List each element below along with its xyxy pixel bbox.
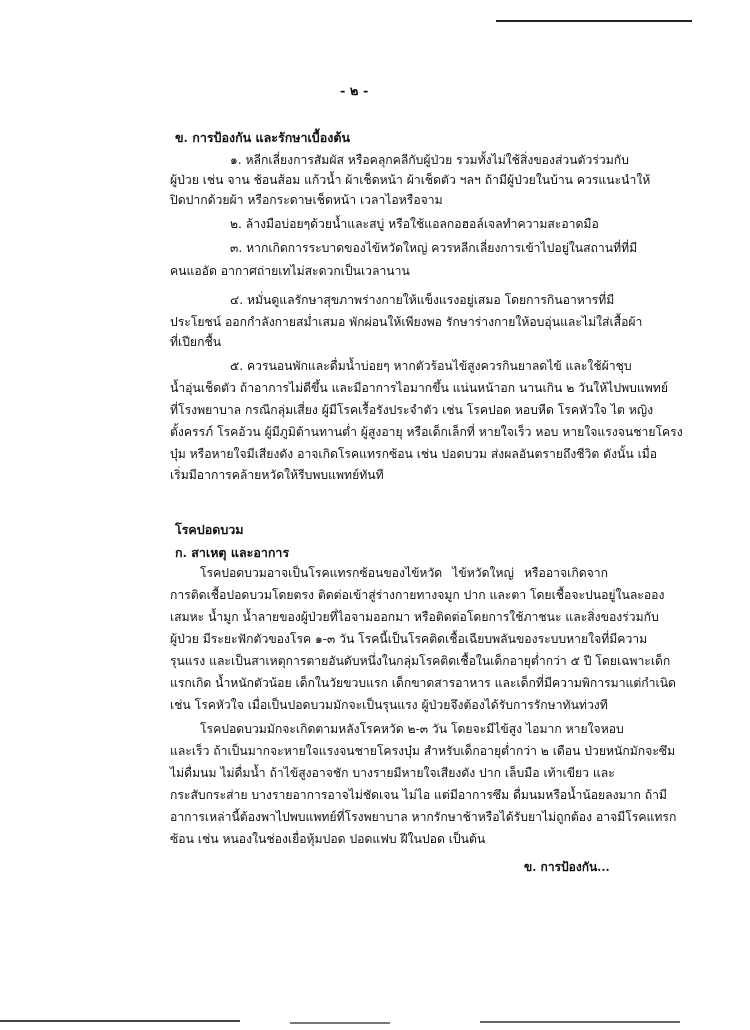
top-rule-line [496, 20, 692, 22]
item-3-line: คนแออัด อากาศถ่ายเทไม่สะดวกเป็นเวลานาน [170, 264, 410, 278]
paragraph-line: และเร็ว ถ้าเป็นมากจะหายใจแรงจนชายโครงบุ๋ม สำหรับเด็กอายุต่ำกว่า ๒ เดือน ป่วยหนักมักจะซึม [170, 744, 676, 758]
item-2-line: ๒. ล้างมือบ่อยๆด้วยน้ำและสบู่ หรือใช้แอลกอฮอล์เจลทำความสะอาดมือ [230, 217, 599, 231]
item-5-line: ตั้งครรภ์ โรคอ้วน ผู้มีภูมิต้านทานต่ำ ผู้สูงอายุ หรือเด็กเล็กที่ หายใจเร็ว หอบ หายใจแรงจนชายโครง [170, 425, 683, 439]
paragraph-line: เสมหะ น้ำมูก น้ำลายของผู้ป่วยที่ไอจามออกมา หรือติดต่อโดยการใช้ภาชนะ และสิ่งของร่วมกับ [170, 610, 659, 624]
item-4-line: ๔. หมั่นดูแลรักษาสุขภาพร่างกายให้แข็งแรงอยู่เสมอ โดยการกินอาหารที่มี [230, 293, 615, 307]
item-5-line: น้ำอุ่นเช็ดตัว ถ้าอาการไม่ดีขึ้น และมีอาการไอมากขึ้น แน่นหน้าอก นานเกิน ๒ วันให้ไปพบแพทย์ [170, 381, 668, 395]
item-3-line: ๓. หากเกิดการระบาดของไข้หวัดใหญ่ ควรหลีกเลี่ยงการเข้าไปอยู่ในสถานที่ที่มี [230, 241, 638, 255]
paragraph-line: กระสับกระส่าย บางรายอาการอาจไม่ชัดเจน ไม่ไอ แต่มีอาการซึม ดื่มนมหรือน้ำน้อยลงมาก ถ้ามี [170, 788, 667, 802]
section-heading: ข. การป้องกัน และรักษาเบื้องต้น [175, 130, 351, 145]
paragraph-line: การติดเชื้อปอดบวมโดยตรง ติดต่อเข้าสู่ร่างกายทางจมูก ปาก และตา โดยเชื้อจะปนอยู่ในละออง [170, 588, 665, 602]
paragraph-line: ผู้ป่วย มีระยะฟักตัวของโรค ๑-๓ วัน โรคนี้เป็นโรคติดเชื้อเฉียบพลันของระบบหายใจที่มีความ [170, 632, 648, 646]
item-1-line: ๑. หลีกเลี่ยงการสัมผัส หรือคลุกคลีกับผู้ป่วย รวมทั้งไม่ใช้สิ่งของส่วนตัวร่วมกับ [230, 153, 629, 167]
paragraph-line: รุนแรง และเป็นสาเหตุการตายอันดับหนึ่งในกลุ่มโรคติดเชื้อในเด็กอายุต่ำกว่า ๕ ปี โดยเฉพาะเด็ก [170, 654, 671, 668]
item-4-line: ที่เปียกชื้น [170, 335, 222, 349]
pneumonia-subheading: ก. สาเหตุ และอาการ [175, 545, 290, 560]
paragraph-line: แรกเกิด น้ำหนักตัวน้อย เด็กในวัยขวบแรก เด็กขาดสารอาหาร และเด็กที่มีความพิการมาแต่กำเนิด [170, 676, 676, 690]
bottom-edge-mark [290, 1022, 390, 1024]
pneumonia-heading: โรคปอดบวม [175, 522, 244, 537]
paragraph-line: ไม่ดื่มนม ไม่ดื่มน้ำ ถ้าไข้สูงอาจชัก บางรายมีหายใจเสียงดัง ปาก เล็บมือ เท้าเขียว และ [170, 766, 615, 780]
paragraph-line: ซ้อน เช่น หนองในช่องเยื่อหุ้มปอด ปอดแฟบ ฝีในปอด เป็นต้น [170, 832, 486, 846]
bottom-edge-mark [480, 1021, 680, 1023]
item-5-line: บุ๋ม หรือหายใจมีเสียงดัง อาจเกิดโรคแทรกซ้อน เช่น ปอดบวม ส่งผลอันตรายถึงชีวิต ดังนั้น เมื่อ [170, 447, 658, 461]
paragraph-line: โรคปอดบวมอาจเป็นโรคแทรกซ้อนของไข้หวัด ไข้หวัดใหญ่ หรืออาจเกิดจาก [200, 566, 608, 580]
item-5-line: เริ่มมีอาการคล้ายหวัดให้รีบพบแพทย์ทันที [170, 468, 384, 482]
paragraph-line: โรคปอดบวมมักจะเกิดตามหลังโรคหวัด ๒-๓ วัน โดยจะมีไข้สูง ไอมาก หายใจหอบ [200, 722, 624, 736]
page-number: - ๒ - [340, 84, 369, 99]
paragraph-line: อาการเหล่านี้ต้องพาไปพบแพทย์ที่โรงพยาบาล หากรักษาช้าหรือได้รับยาไม่ถูกต้อง อาจมีโรคแทรก [170, 810, 677, 824]
item-1-line: ผู้ป่วย เช่น จาน ช้อนส้อม แก้วน้ำ ผ้าเช็ดหน้า ผ้าเช็ดตัว ฯลฯ ถ้ามีผู้ป่วยในบ้าน ควรแนะนำให้ [170, 173, 651, 187]
item-1-line: ปิดปากด้วยผ้า หรือกระดาษเช็ดหน้า เวลาไอหรือจาม [170, 193, 443, 207]
bottom-edge-mark [0, 1020, 240, 1022]
item-5-line: ที่โรงพยาบาล กรณีกลุ่มเสี่ยง ผู้มีโรคเรื้อรังประจำตัว เช่น โรคปอด หอบหืด โรคหัวใจ ไต หญิง [170, 403, 654, 417]
item-5-line: ๕. ควรนอนพักและดื่มน้ำบ่อยๆ หากตัวร้อนไข้สูงควรกินยาลดไข้ และใช้ผ้าชุบ [230, 359, 632, 373]
paragraph-line: เช่น โรคหัวใจ เมื่อเป็นปอดบวมมักจะเป็นรุนแรง ผู้ป่วยจึงต้องได้รับการรักษาทันท่วงที [170, 698, 608, 712]
item-4-line: ประโยชน์ ออกกำลังกายสม่ำเสมอ พักผ่อนให้เพียงพอ รักษาร่างกายให้อบอุ่นและไม่ใส่เสื้อผ้า [170, 315, 643, 329]
continuation-note: ข. การป้องกัน... [524, 860, 610, 874]
